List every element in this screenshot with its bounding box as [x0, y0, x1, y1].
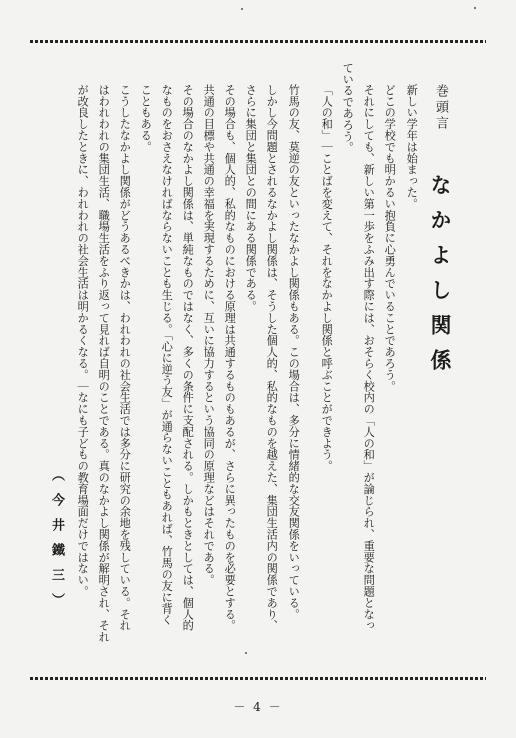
- body-column: こうしたなかよし関係がどうあるべきかは、われわれの社会生活では多分に研究の余地を残している。それ: [118, 84, 132, 632]
- body-column: 「人の和」｜ことばを変えて、それをなかよし関係と呼ぶことができよう。: [320, 84, 334, 472]
- scan-speck: [245, 652, 247, 654]
- page-title: なかよし関係: [428, 174, 453, 384]
- top-dotted-rule: [30, 40, 486, 43]
- scan-speck: [241, 8, 243, 10]
- body-column: その場合のなかよし関係は、単純なものではなく、多くの条件に支配される。しかもときとしては、個人的: [181, 84, 195, 632]
- body-column: が改良したときに、われわれの社会生活は明かるくなる。｜なにも子どもの教育場面だけではない。: [76, 84, 90, 597]
- scan-speck: [474, 7, 476, 9]
- body-column: 共通の目標や共通の幸福を実現するために、互いに協力するという協同の原理などはそれである。: [202, 84, 216, 586]
- body-column: こともある。: [139, 84, 153, 153]
- bottom-dotted-rule: [30, 677, 486, 680]
- body-column: 新しい学年は始まった。: [405, 84, 419, 210]
- body-column: なものをおさえなければならないことも生じる。「心に逆う友」が通らないこともあれば、竹馬の友に背く: [160, 84, 174, 626]
- body-column: 竹馬の友、莫逆の友といったなかよし関係もある。この場合は、多分に情緒的な交友関係をいっている。: [287, 84, 301, 620]
- page-number: － 4 －: [233, 700, 283, 714]
- body-column: それにしても、新しい第一歩をふみ出す際には、おそらく校内の「人の和」が論じられ、重要な問題となっ: [362, 84, 376, 632]
- body-column: どこの学校でも明かるい抱負に心勇んでいることであろう。: [383, 84, 397, 392]
- body-column: はわれわれの集団生活、職場生活をふり返って見れば自明のことである。真のなかよし関係が解明され、それ: [97, 84, 111, 643]
- body-column: しかし今問題とされるなかよし関係は、そうした個人的、私的なものを越えた、集団生活内の関係であり、: [265, 84, 279, 632]
- body-column: さらに集団と集団との間にある関係である。: [244, 84, 258, 312]
- author-name: （今井鐵三）: [49, 468, 64, 618]
- body-column: その場合も、個人的、私的なものにおける原理は共通するものもあるが、さらに異ったものを必要とする。: [223, 84, 237, 632]
- heading-label: 巻頭言: [433, 84, 448, 132]
- body-column: ているであろう。: [341, 62, 355, 154]
